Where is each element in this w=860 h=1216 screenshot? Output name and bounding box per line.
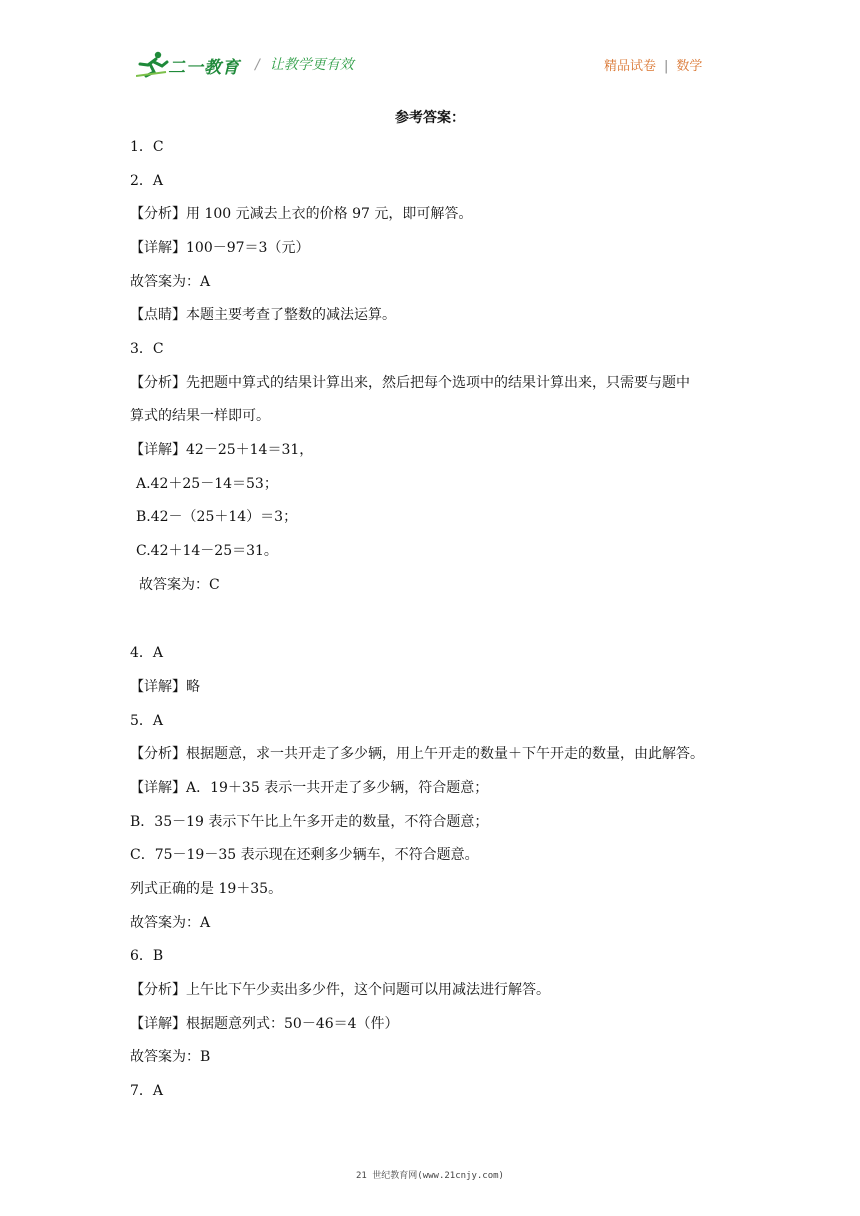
answer-line: 【分析】上午比下午少卖出多少件，这个问题可以用减法进行解答。 (130, 982, 550, 998)
logo (136, 50, 246, 80)
tagline-right: 数学 (676, 59, 703, 74)
answer-line: 【点睛】本题主要考查了整数的减法运算。 (130, 307, 396, 323)
answer-line: 1．C (130, 139, 164, 155)
answer-line: 算式的结果一样即可。 (130, 408, 270, 424)
answer-line: 【详解】A．19＋35 表示一共开走了多少辆，符合题意； (130, 780, 489, 796)
answer-line: C.42＋14－25＝31。 (136, 543, 278, 559)
answer-line: C．75－19－35 表示现在还剩多少辆车，不符合题意。 (130, 847, 479, 863)
answer-line: 【详解】42－25＋14＝31， (130, 442, 314, 458)
answer-line: 2．A (130, 173, 164, 189)
answer-line: 5．A (130, 713, 164, 729)
answer-line: 列式正确的是 19＋35。 (130, 881, 283, 897)
page-header (0, 0, 860, 100)
tagline-left: 精品试卷 (604, 59, 657, 74)
page-footer: 21 世纪教育网(www.21cnjy.com) (356, 1171, 504, 1181)
answer-line: 6．B (130, 948, 164, 964)
answer-line: 故答案为：B (130, 1049, 211, 1065)
answer-line: 4．A (130, 645, 164, 661)
answer-line: A.42＋25－14＝53； (136, 476, 278, 492)
answer-line: 【分析】用 100 元减去上衣的价格 97 元，即可解答。 (130, 206, 473, 222)
header-tagline (604, 55, 702, 74)
slogan (255, 54, 354, 74)
answer-line: 【详解】100－97＝3（元） (130, 240, 310, 256)
slogan-text: 让教学更有效 (269, 57, 354, 73)
logo-text: 二一教育 (168, 58, 240, 78)
answer-line: 3．C (130, 341, 164, 357)
answer-line: B.42－（25＋14）＝3； (136, 509, 298, 525)
answer-line: 故答案为：A (130, 915, 211, 931)
answer-line: 故答案为：A (130, 274, 211, 290)
answer-line: 【详解】略 (130, 679, 200, 695)
answer-line: 故答案为：C (139, 577, 220, 593)
answer-line: 7．A (130, 1083, 164, 1099)
answer-line: 【详解】根据题意列式：50－46＝4（件） (130, 1016, 399, 1032)
slogan-separator: / (255, 57, 260, 73)
answer-line: 【分析】根据题意，求一共开走了多少辆，用上午开走的数量＋下午开走的数量，由此解答。 (130, 746, 704, 762)
tagline-bar: | (664, 59, 669, 74)
page-title: 参考答案： (395, 110, 465, 126)
runner-logo-icon (136, 50, 170, 78)
answer-line: 【分析】先把题中算式的结果计算出来，然后把每个选项中的结果计算出来，只需要与题中 (130, 375, 690, 391)
answer-line: B．35－19 表示下午比上午多开走的数量，不符合题意； (130, 814, 489, 830)
